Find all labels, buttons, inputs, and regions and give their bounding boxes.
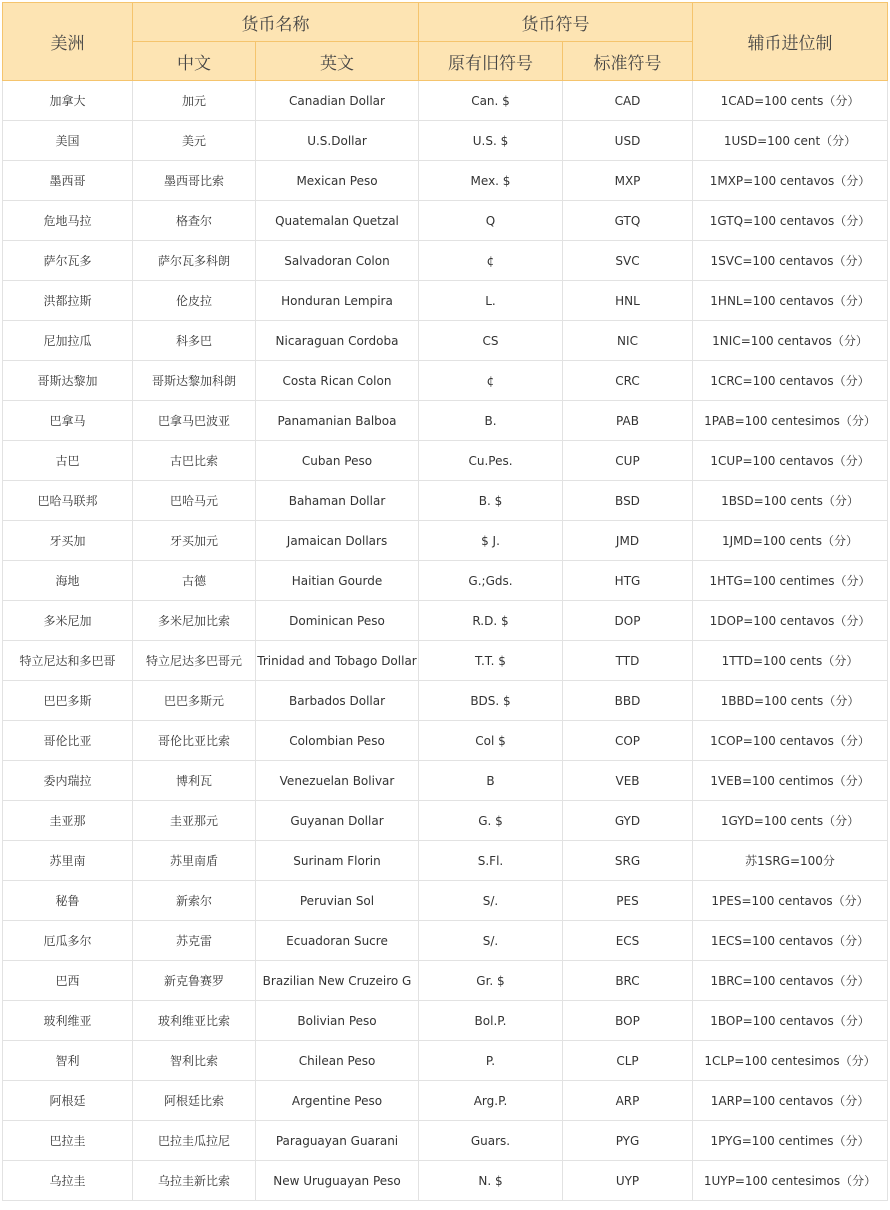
header-currency-name: 货币名称 [133,3,419,42]
table-row [3,881,888,921]
cell-country: 秘鲁 [3,881,133,921]
cell-standard-symbol: USD [563,121,693,161]
header-english: 英文 [256,42,419,81]
table-row [3,441,888,481]
header-old-symbol: 原有旧符号 [419,42,563,81]
cell-currency-en: Trinidad and Tobago Dollar [256,641,419,681]
cell-currency-en: Jamaican Dollars [256,521,419,561]
cell-old-symbol: Col $ [419,721,563,761]
cell-currency-cn: 圭亚那元 [133,801,256,841]
cell-subunit: 1BSD=100 cents（分） [693,481,888,521]
cell-currency-cn: 美元 [133,121,256,161]
cell-subunit: 1CUP=100 centavos（分） [693,441,888,481]
cell-country: 古巴 [3,441,133,481]
table-row [3,361,888,401]
cell-country: 苏里南 [3,841,133,881]
cell-old-symbol: Bol.P. [419,1001,563,1041]
cell-country: 阿根廷 [3,1081,133,1121]
cell-country: 圭亚那 [3,801,133,841]
cell-currency-cn: 新索尔 [133,881,256,921]
cell-subunit: 1DOP=100 centavos（分） [693,601,888,641]
cell-subunit: 1GTQ=100 centavos（分） [693,201,888,241]
cell-subunit: 1PYG=100 centimes（分） [693,1121,888,1161]
cell-standard-symbol: VEB [563,761,693,801]
cell-standard-symbol: SRG [563,841,693,881]
currency-table-container [2,2,887,1201]
cell-currency-cn: 玻利维亚比索 [133,1001,256,1041]
cell-currency-cn: 古巴比索 [133,441,256,481]
cell-standard-symbol: MXP [563,161,693,201]
cell-currency-en: Cuban Peso [256,441,419,481]
table-row [3,801,888,841]
cell-country: 玻利维亚 [3,1001,133,1041]
cell-currency-cn: 巴哈马元 [133,481,256,521]
cell-currency-en: Panamanian Balboa [256,401,419,441]
cell-country: 巴哈马联邦 [3,481,133,521]
table-body [3,81,888,1201]
cell-old-symbol: ¢ [419,361,563,401]
cell-currency-cn: 哥伦比亚比索 [133,721,256,761]
cell-currency-en: Quatemalan Quetzal [256,201,419,241]
cell-currency-en: Canadian Dollar [256,81,419,121]
cell-subunit: 1ECS=100 centavos（分） [693,921,888,961]
table-row [3,241,888,281]
table-row [3,961,888,1001]
cell-old-symbol: Q [419,201,563,241]
cell-country: 巴拿马 [3,401,133,441]
cell-old-symbol: S/. [419,881,563,921]
cell-currency-cn: 加元 [133,81,256,121]
cell-currency-en: Bolivian Peso [256,1001,419,1041]
table-row [3,321,888,361]
cell-currency-en: Costa Rican Colon [256,361,419,401]
table-row [3,681,888,721]
cell-country: 哥斯达黎加 [3,361,133,401]
table-row [3,1121,888,1161]
cell-currency-cn: 墨西哥比索 [133,161,256,201]
table-row [3,1081,888,1121]
cell-subunit: 1CLP=100 centesimos（分） [693,1041,888,1081]
cell-subunit: 1UYP=100 centesimos（分） [693,1161,888,1201]
cell-subunit: 1GYD=100 cents（分） [693,801,888,841]
cell-currency-en: Brazilian New Cruzeiro G [256,961,419,1001]
cell-currency-en: Mexican Peso [256,161,419,201]
cell-country: 海地 [3,561,133,601]
cell-standard-symbol: BSD [563,481,693,521]
cell-currency-cn: 科多巴 [133,321,256,361]
cell-old-symbol: Gr. $ [419,961,563,1001]
cell-old-symbol: Arg.P. [419,1081,563,1121]
table-row [3,601,888,641]
cell-subunit: 1BBD=100 cents（分） [693,681,888,721]
cell-currency-en: Salvadoran Colon [256,241,419,281]
cell-standard-symbol: GYD [563,801,693,841]
table-row [3,841,888,881]
cell-currency-cn: 伦皮拉 [133,281,256,321]
cell-country: 美国 [3,121,133,161]
cell-standard-symbol: PAB [563,401,693,441]
cell-subunit: 1CAD=100 cents（分） [693,81,888,121]
header-standard-symbol: 标准符号 [563,42,693,81]
cell-subunit: 1NIC=100 centavos（分） [693,321,888,361]
table-row [3,761,888,801]
cell-currency-en: Dominican Peso [256,601,419,641]
cell-currency-en: Haitian Gourde [256,561,419,601]
cell-currency-en: Colombian Peso [256,721,419,761]
cell-currency-en: Paraguayan Guarani [256,1121,419,1161]
cell-subunit: 1MXP=100 centavos（分） [693,161,888,201]
cell-currency-en: Honduran Lempira [256,281,419,321]
cell-currency-en: New Uruguayan Peso [256,1161,419,1201]
cell-standard-symbol: CAD [563,81,693,121]
cell-currency-cn: 新克鲁赛罗 [133,961,256,1001]
cell-standard-symbol: HTG [563,561,693,601]
cell-country: 牙买加 [3,521,133,561]
cell-old-symbol: Mex. $ [419,161,563,201]
cell-currency-en: Surinam Florin [256,841,419,881]
cell-subunit: 1SVC=100 centavos（分） [693,241,888,281]
cell-old-symbol: U.S. $ [419,121,563,161]
cell-standard-symbol: CLP [563,1041,693,1081]
cell-country: 多米尼加 [3,601,133,641]
cell-subunit: 1PES=100 centavos（分） [693,881,888,921]
cell-standard-symbol: BRC [563,961,693,1001]
table-row [3,401,888,441]
cell-currency-cn: 智利比索 [133,1041,256,1081]
cell-old-symbol: G.;Gds. [419,561,563,601]
cell-standard-symbol: CUP [563,441,693,481]
cell-currency-cn: 苏里南盾 [133,841,256,881]
cell-country: 委内瑞拉 [3,761,133,801]
cell-subunit: 1CRC=100 centavos（分） [693,361,888,401]
cell-currency-en: Barbados Dollar [256,681,419,721]
cell-country: 加拿大 [3,81,133,121]
cell-subunit: 1HTG=100 centimes（分） [693,561,888,601]
cell-standard-symbol: COP [563,721,693,761]
header-currency-symbol: 货币符号 [419,3,693,42]
cell-currency-en: U.S.Dollar [256,121,419,161]
cell-currency-cn: 苏克雷 [133,921,256,961]
cell-currency-cn: 巴拉圭瓜拉尼 [133,1121,256,1161]
cell-currency-en: Chilean Peso [256,1041,419,1081]
cell-subunit: 1ARP=100 centavos（分） [693,1081,888,1121]
cell-currency-cn: 阿根廷比索 [133,1081,256,1121]
cell-old-symbol: ¢ [419,241,563,281]
cell-standard-symbol: PYG [563,1121,693,1161]
cell-standard-symbol: ARP [563,1081,693,1121]
cell-country: 乌拉圭 [3,1161,133,1201]
cell-subunit: 1BOP=100 centavos（分） [693,1001,888,1041]
cell-currency-cn: 巴拿马巴波亚 [133,401,256,441]
cell-currency-en: Guyanan Dollar [256,801,419,841]
cell-currency-cn: 古德 [133,561,256,601]
cell-country: 哥伦比亚 [3,721,133,761]
cell-currency-en: Peruvian Sol [256,881,419,921]
cell-currency-en: Ecuadoran Sucre [256,921,419,961]
cell-currency-en: Bahaman Dollar [256,481,419,521]
cell-currency-en: Nicaraguan Cordoba [256,321,419,361]
cell-country: 尼加拉瓜 [3,321,133,361]
cell-subunit: 1VEB=100 centimos（分） [693,761,888,801]
table-row [3,1041,888,1081]
table-row [3,1001,888,1041]
cell-currency-en: Venezuelan Bolivar [256,761,419,801]
cell-country: 危地马拉 [3,201,133,241]
cell-old-symbol: B. $ [419,481,563,521]
cell-old-symbol: P. [419,1041,563,1081]
cell-subunit: 1PAB=100 centesimos（分） [693,401,888,441]
cell-standard-symbol: CRC [563,361,693,401]
cell-subunit: 苏1SRG=100分 [693,841,888,881]
table-row [3,201,888,241]
cell-currency-cn: 哥斯达黎加科朗 [133,361,256,401]
cell-old-symbol: $ J. [419,521,563,561]
cell-old-symbol: L. [419,281,563,321]
cell-currency-cn: 巴巴多斯元 [133,681,256,721]
cell-old-symbol: R.D. $ [419,601,563,641]
cell-country: 巴西 [3,961,133,1001]
cell-standard-symbol: GTQ [563,201,693,241]
table-row [3,561,888,601]
table-header [3,3,888,81]
cell-subunit: 1JMD=100 cents（分） [693,521,888,561]
cell-old-symbol: B [419,761,563,801]
cell-standard-symbol: ECS [563,921,693,961]
cell-standard-symbol: SVC [563,241,693,281]
cell-currency-cn: 乌拉圭新比索 [133,1161,256,1201]
table-row [3,121,888,161]
cell-country: 萨尔瓦多 [3,241,133,281]
cell-standard-symbol: BOP [563,1001,693,1041]
cell-country: 厄瓜多尔 [3,921,133,961]
table-row [3,721,888,761]
table-row [3,481,888,521]
cell-standard-symbol: NIC [563,321,693,361]
cell-currency-cn: 牙买加元 [133,521,256,561]
cell-old-symbol: Cu.Pes. [419,441,563,481]
table-row [3,641,888,681]
cell-old-symbol: Guars. [419,1121,563,1161]
cell-standard-symbol: HNL [563,281,693,321]
cell-old-symbol: G. $ [419,801,563,841]
cell-country: 巴拉圭 [3,1121,133,1161]
cell-old-symbol: Can. $ [419,81,563,121]
header-subunit: 辅币进位制 [693,3,888,81]
cell-old-symbol: CS [419,321,563,361]
cell-old-symbol: S.Fl. [419,841,563,881]
cell-country: 墨西哥 [3,161,133,201]
cell-old-symbol: S/. [419,921,563,961]
cell-currency-cn: 博利瓦 [133,761,256,801]
cell-subunit: 1BRC=100 centavos（分） [693,961,888,1001]
cell-country: 巴巴多斯 [3,681,133,721]
cell-standard-symbol: BBD [563,681,693,721]
cell-currency-cn: 格查尔 [133,201,256,241]
cell-old-symbol: N. $ [419,1161,563,1201]
cell-currency-en: Argentine Peso [256,1081,419,1121]
table-row [3,921,888,961]
table-row [3,521,888,561]
cell-subunit: 1TTD=100 cents（分） [693,641,888,681]
cell-standard-symbol: UYP [563,1161,693,1201]
cell-standard-symbol: JMD [563,521,693,561]
cell-subunit: 1USD=100 cent（分） [693,121,888,161]
header-chinese: 中文 [133,42,256,81]
cell-country: 智利 [3,1041,133,1081]
cell-country: 洪都拉斯 [3,281,133,321]
cell-standard-symbol: DOP [563,601,693,641]
table-row [3,81,888,121]
cell-country: 特立尼达和多巴哥 [3,641,133,681]
cell-old-symbol: T.T. $ [419,641,563,681]
cell-standard-symbol: PES [563,881,693,921]
cell-currency-cn: 特立尼达多巴哥元 [133,641,256,681]
cell-old-symbol: BDS. $ [419,681,563,721]
header-region: 美洲 [3,3,133,81]
header-row-top [3,3,888,42]
cell-currency-cn: 多米尼加比索 [133,601,256,641]
currency-table [2,2,888,1201]
cell-currency-cn: 萨尔瓦多科朗 [133,241,256,281]
table-row [3,161,888,201]
cell-standard-symbol: TTD [563,641,693,681]
table-row [3,281,888,321]
cell-subunit: 1HNL=100 centavos（分） [693,281,888,321]
cell-subunit: 1COP=100 centavos（分） [693,721,888,761]
table-row [3,1161,888,1201]
cell-old-symbol: B. [419,401,563,441]
